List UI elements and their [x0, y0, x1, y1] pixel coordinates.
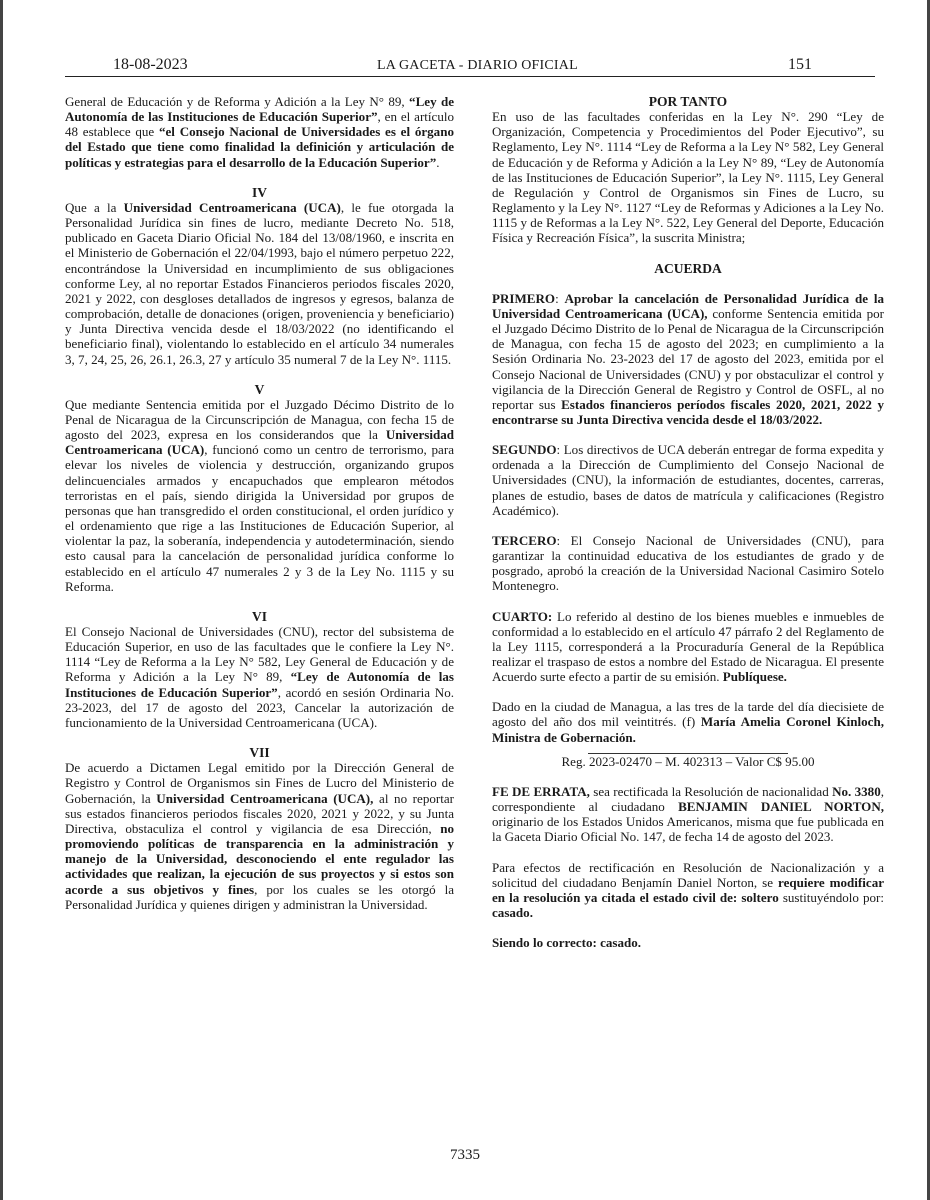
correct-statement: Siendo lo correcto: casado. [492, 935, 642, 951]
right-column [492, 94, 884, 965]
paragraph-iv: Que a la Universidad Centroamericana (UCA), le fue otorgada la Personalidad Jurídica sin fines de lucro, mediante Decreto No. 518, publicado en Gaceta Diario Oficial No. 184 del 13/08/1960, e inscrita en el Ministerio de Gobernación el 22/04/1993, bajo el número perpetuo 222, encontrándose la Universidad en incumplimiento de sus obligaciones conforme Ley, al no reportar Estados Financieros periodos fiscales 2020, 2021 y 2022, con desgloses detallados de ingresos y egresos, balanza de comprobación, detalle de donaciones (origen, proveniencia y beneficiario) y Junta Directiva vencida desde el 18/03/2022 (no identificando el beneficiario final), violentando lo establecido en el artículo 34 numerales 3, 7, 24, 25, 26, 26.1, 26.3, 27 y artículo 35 numeral 7 de la Ley N°. 1115. [65, 199, 454, 367]
registration-line: Reg. 2023-02470 – M. 402313 – Valor C$ 95.00 [561, 753, 815, 769]
section-heading-por-tanto: POR TANTO [648, 94, 728, 109]
paragraph-vii: De acuerdo a Dictamen Legal emitido por la Dirección General de Registro y Control de Organismos sin Fines de Lucro del Ministerio de Gobernación, la Universidad Centroamericana (UCA), al no reportar sus estados financieros periodos fiscales 2020, 2021 y 2022, y su Junta Directiva, obstaculiza el control y vigilancia de esa Dirección, no promoviendo políticas de transparencia en la administración y manejo de la Universidad, desconociendo el ente regulador las actividades que realizan, la ejecución de sus proyectos y si estos son acorde a sus objetivos y fines, por los cuales se les otorgó la Personalidad Jurídica y quienes dirigen y administran la Universidad. [65, 760, 454, 912]
left-column [65, 94, 454, 912]
paragraph-vi: El Consejo Nacional de Universidades (CNU), rector del subsistema de Educación Superior, en uso de las facultades que le confiere la Ley N°. 1114 “Ley de Reforma a la Ley N° 582, Ley General de Educación y de Reforma y Adición a la Ley N° 89, “Ley de Autonomía de las Instituciones de Educación Superior”, acordó en sesión Ordinaria No. 23-2023, del 17 de agosto del 2023, Cancelar la autorización de funcionamiento de la Universidad Centroamericana (UCA). [65, 624, 455, 730]
paragraph-intro: General de Educación y de Reforma y Adición a la Ley N° 89, “Ley de Autonomía de las Instituciones de Educación Superior”, en el artículo 48 establece que “el Consejo Nacional de Universidades es el órgano del Estado que tiene como finalidad la definición y articulación de políticas y estrategias para el desarrollo de la Educación Superior”. [65, 94, 455, 170]
rectification-paragraph: Para efectos de rectificación en Resolución de Nacionalización y a solicitud del ciudadano Benjamín Daniel Norton, se requiere modificar en la resolución ya citada el estado civil de: soltero sustituyéndolo por: casado. [492, 859, 885, 921]
section-heading-iv: IV [251, 184, 267, 200]
clause-primero: PRIMERO: Aprobar la cancelación de Personalidad Jurídica de la Universidad Centroamericana (UCA), conforme Sentencia emitida por el Juzgado Décimo Distrito de lo Penal de Nicaragua de la Circunscripción de Managua, con fecha 15 de agosto del 2023; en cumplimiento a la Sesión Ordinaria No. 23-2023 del 17 de agosto del 2023, emitida por el Consejo Nacional de Universidades (CNU) y por obstaculizar el control y vigilancia de la Dirección General de Registro y Control de OSFL, al no reportar sus Estados financieros períodos fiscales 2020, 2021, 2022 y encontrarse su Junta Directiva vencida desde el 18/03/2022. [492, 290, 884, 427]
clause-tercero: TERCERO: El Consejo Nacional de Universidades (CNU), para garantizar la continuidad educativa de los estudiantes de grado y de posgrado, aprobó la creación de la Universidad Nacional Casimiro Sotelo Montenegro. [492, 532, 884, 594]
issue-date: 18-08-2023 [113, 56, 188, 73]
header-page-number: 151 [788, 56, 812, 73]
errata-paragraph: FE DE ERRATA, sea rectificada la Resolución de nacionalidad No. 3380, correspondiente al ciudadano BENJAMIN DANIEL NORTON, originario de los Estados Unidos Americanos, misma que fue publicada en la Gaceta Diario Oficial No. 147, de fecha 14 de agosto del 2023. [492, 783, 885, 845]
signature-paragraph: Dado en la ciudad de Managua, a las tres de la tarde del día diecisiete de agosto del año dos mil veintitrés. (f) María Amelia Coronel Kinloch, Ministra de Gobernación. [492, 699, 884, 745]
footer-page-number: 7335 [450, 1147, 480, 1163]
section-heading-v: V [254, 381, 265, 397]
section-heading-acuerda: ACUERDA [654, 260, 722, 276]
section-heading-vi: VI [251, 608, 267, 624]
section-heading-vii: VII [249, 745, 270, 761]
clause-segundo: SEGUNDO: Los directivos de UCA deberán entregar de forma expedita y ordenada a la Dirección de Cumplimiento del Consejo Nacional de Universidades (CNU), la información de estudiantes, docentes, carreras, planes de estudio, bases de datos de matrícula y calificaciones (Registro Académico). [492, 442, 884, 518]
page-header [65, 54, 875, 77]
paragraph-por-tanto: En uso de las facultades conferidas en la Ley N°. 290 “Ley de Organización, Competencia y Procedimientos del Poder Ejecutivo”, su Reglamento, Ley N°. 1114 “Ley de Reforma a la Ley N° 582, Ley General de Educación y de Reforma y Adición a la Ley N° 89, “Ley de Autonomía de las Instituciones de Educación Superior”, la Ley N°. 1115, Ley General de Regulación y Control de Organismos sin Fines de Lucro, su Reglamento y la Ley N°. 1127 “Ley de Reformas y Adiciones a la Ley No. 1115 y de Reformas a la Ley N°. 522, Ley General del Deporte, Educación Física y Recreación Física”, la suscrita Ministra; [492, 109, 884, 246]
newspaper-title: LA GACETA - DIARIO OFICIAL [377, 58, 578, 73]
paragraph-v: Que mediante Sentencia emitida por el Juzgado Décimo Distrito de lo Penal de Nicaragua de la Circunscripción de Managua, con fecha 15 de agosto del 2023, expresa en los considerandos que la Universidad Centroamericana (UCA), funcionó como un centro de terrorismo, para elevar los niveles de violencia y destrucción, organizando grupos delincuenciales armados y encapuchados que emplearon métodos terroristas en el país, siendo dirigida la Universidad por grupos de personas que han transgredido el orden constitucional, el orden jurídico y el ordenamiento que rige a las Instituciones de Educación Superior, al violentar la paz, la soberanía, independencia y autodeterminación, siendo esto causal para la cancelación de personalidad jurídica conforme lo establecido en el artículo 47 numerales 2 y 3 de la Ley No. 1115 y su Reforma. [65, 396, 454, 594]
clause-cuarto: CUARTO: Lo referido al destino de los bienes muebles e inmuebles de conformidad a lo establecido en el artículo 47 párrafo 2 del Reglamento de la Ley 1115, corresponderá a la Procuraduría General de la República realizar el traspaso de estos a nombre del Estado de Nicaragua. El presente Acuerdo surte efecto a partir de su emisión. Publíquese. [492, 608, 884, 685]
